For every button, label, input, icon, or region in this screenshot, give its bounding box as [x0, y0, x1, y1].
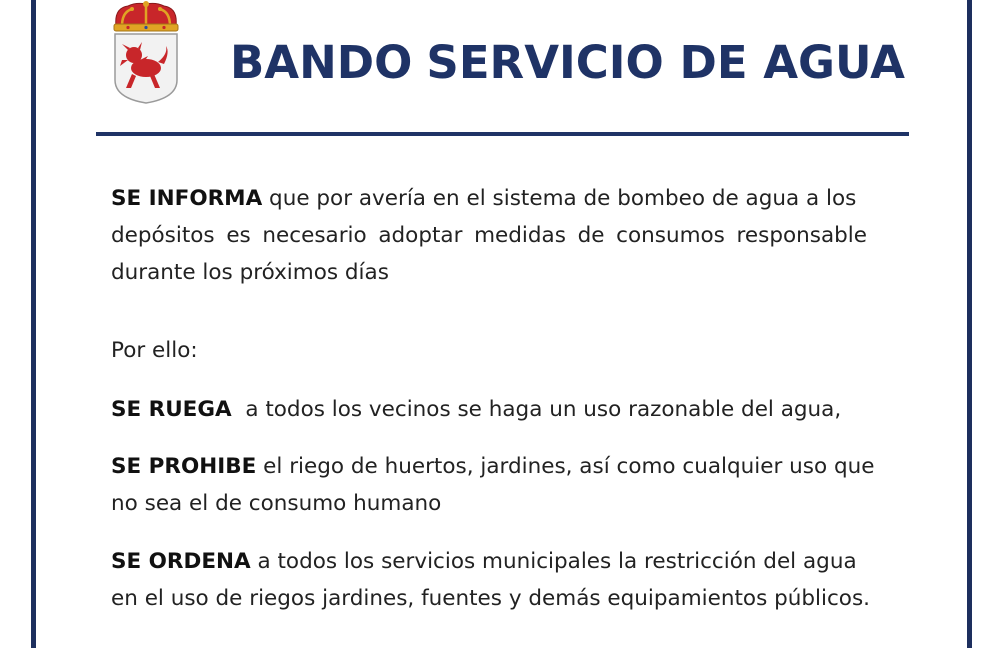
text: a todos los vecinos se haga un uso razonable del agua, [231, 397, 842, 422]
paragraph-se-ruega [111, 391, 841, 428]
line [111, 391, 841, 428]
line [111, 448, 874, 485]
crown-icon [114, 1, 178, 31]
paragraph-se-prohibe [111, 448, 874, 522]
line: no sea el de consumo humano [111, 491, 442, 516]
paragraph-se-ordena [111, 543, 870, 617]
page-title [230, 33, 905, 93]
frame-left-border [31, 0, 36, 648]
title-part-servicio: SERVICIO DE AGUA [426, 36, 905, 89]
title-part-bando: BANDO [230, 36, 413, 89]
line: Por ello: [111, 338, 198, 363]
line: en el uso de riegos jardines, fuentes y demás equipamientos públicos. [111, 586, 870, 611]
paragraph-por-ello [111, 332, 198, 369]
coat-of-arms-lion-icon [108, 0, 184, 106]
text: que por avería en el sistema de bombeo de agua a los [262, 186, 857, 211]
lead-se-prohibe: SE PROHIBE [111, 454, 257, 479]
title-divider [96, 132, 909, 136]
line: depósitos es necesario adoptar medidas de consumos responsable [111, 223, 867, 248]
lead-se-informa: SE INFORMA [111, 186, 263, 211]
lead-se-ruega: SE RUEGA [111, 397, 232, 422]
paragraph-se-informa [111, 180, 867, 291]
lead-se-ordena: SE ORDENA [111, 549, 251, 574]
frame-right-border [967, 0, 972, 648]
line [111, 180, 867, 217]
shield-icon [115, 34, 177, 103]
line [111, 543, 870, 580]
line: durante los próximos días [111, 260, 389, 285]
text: el riego de huertos, jardines, así como cualquier uso que [256, 454, 875, 479]
text: a todos los servicios municipales la restricción del agua [250, 549, 857, 574]
